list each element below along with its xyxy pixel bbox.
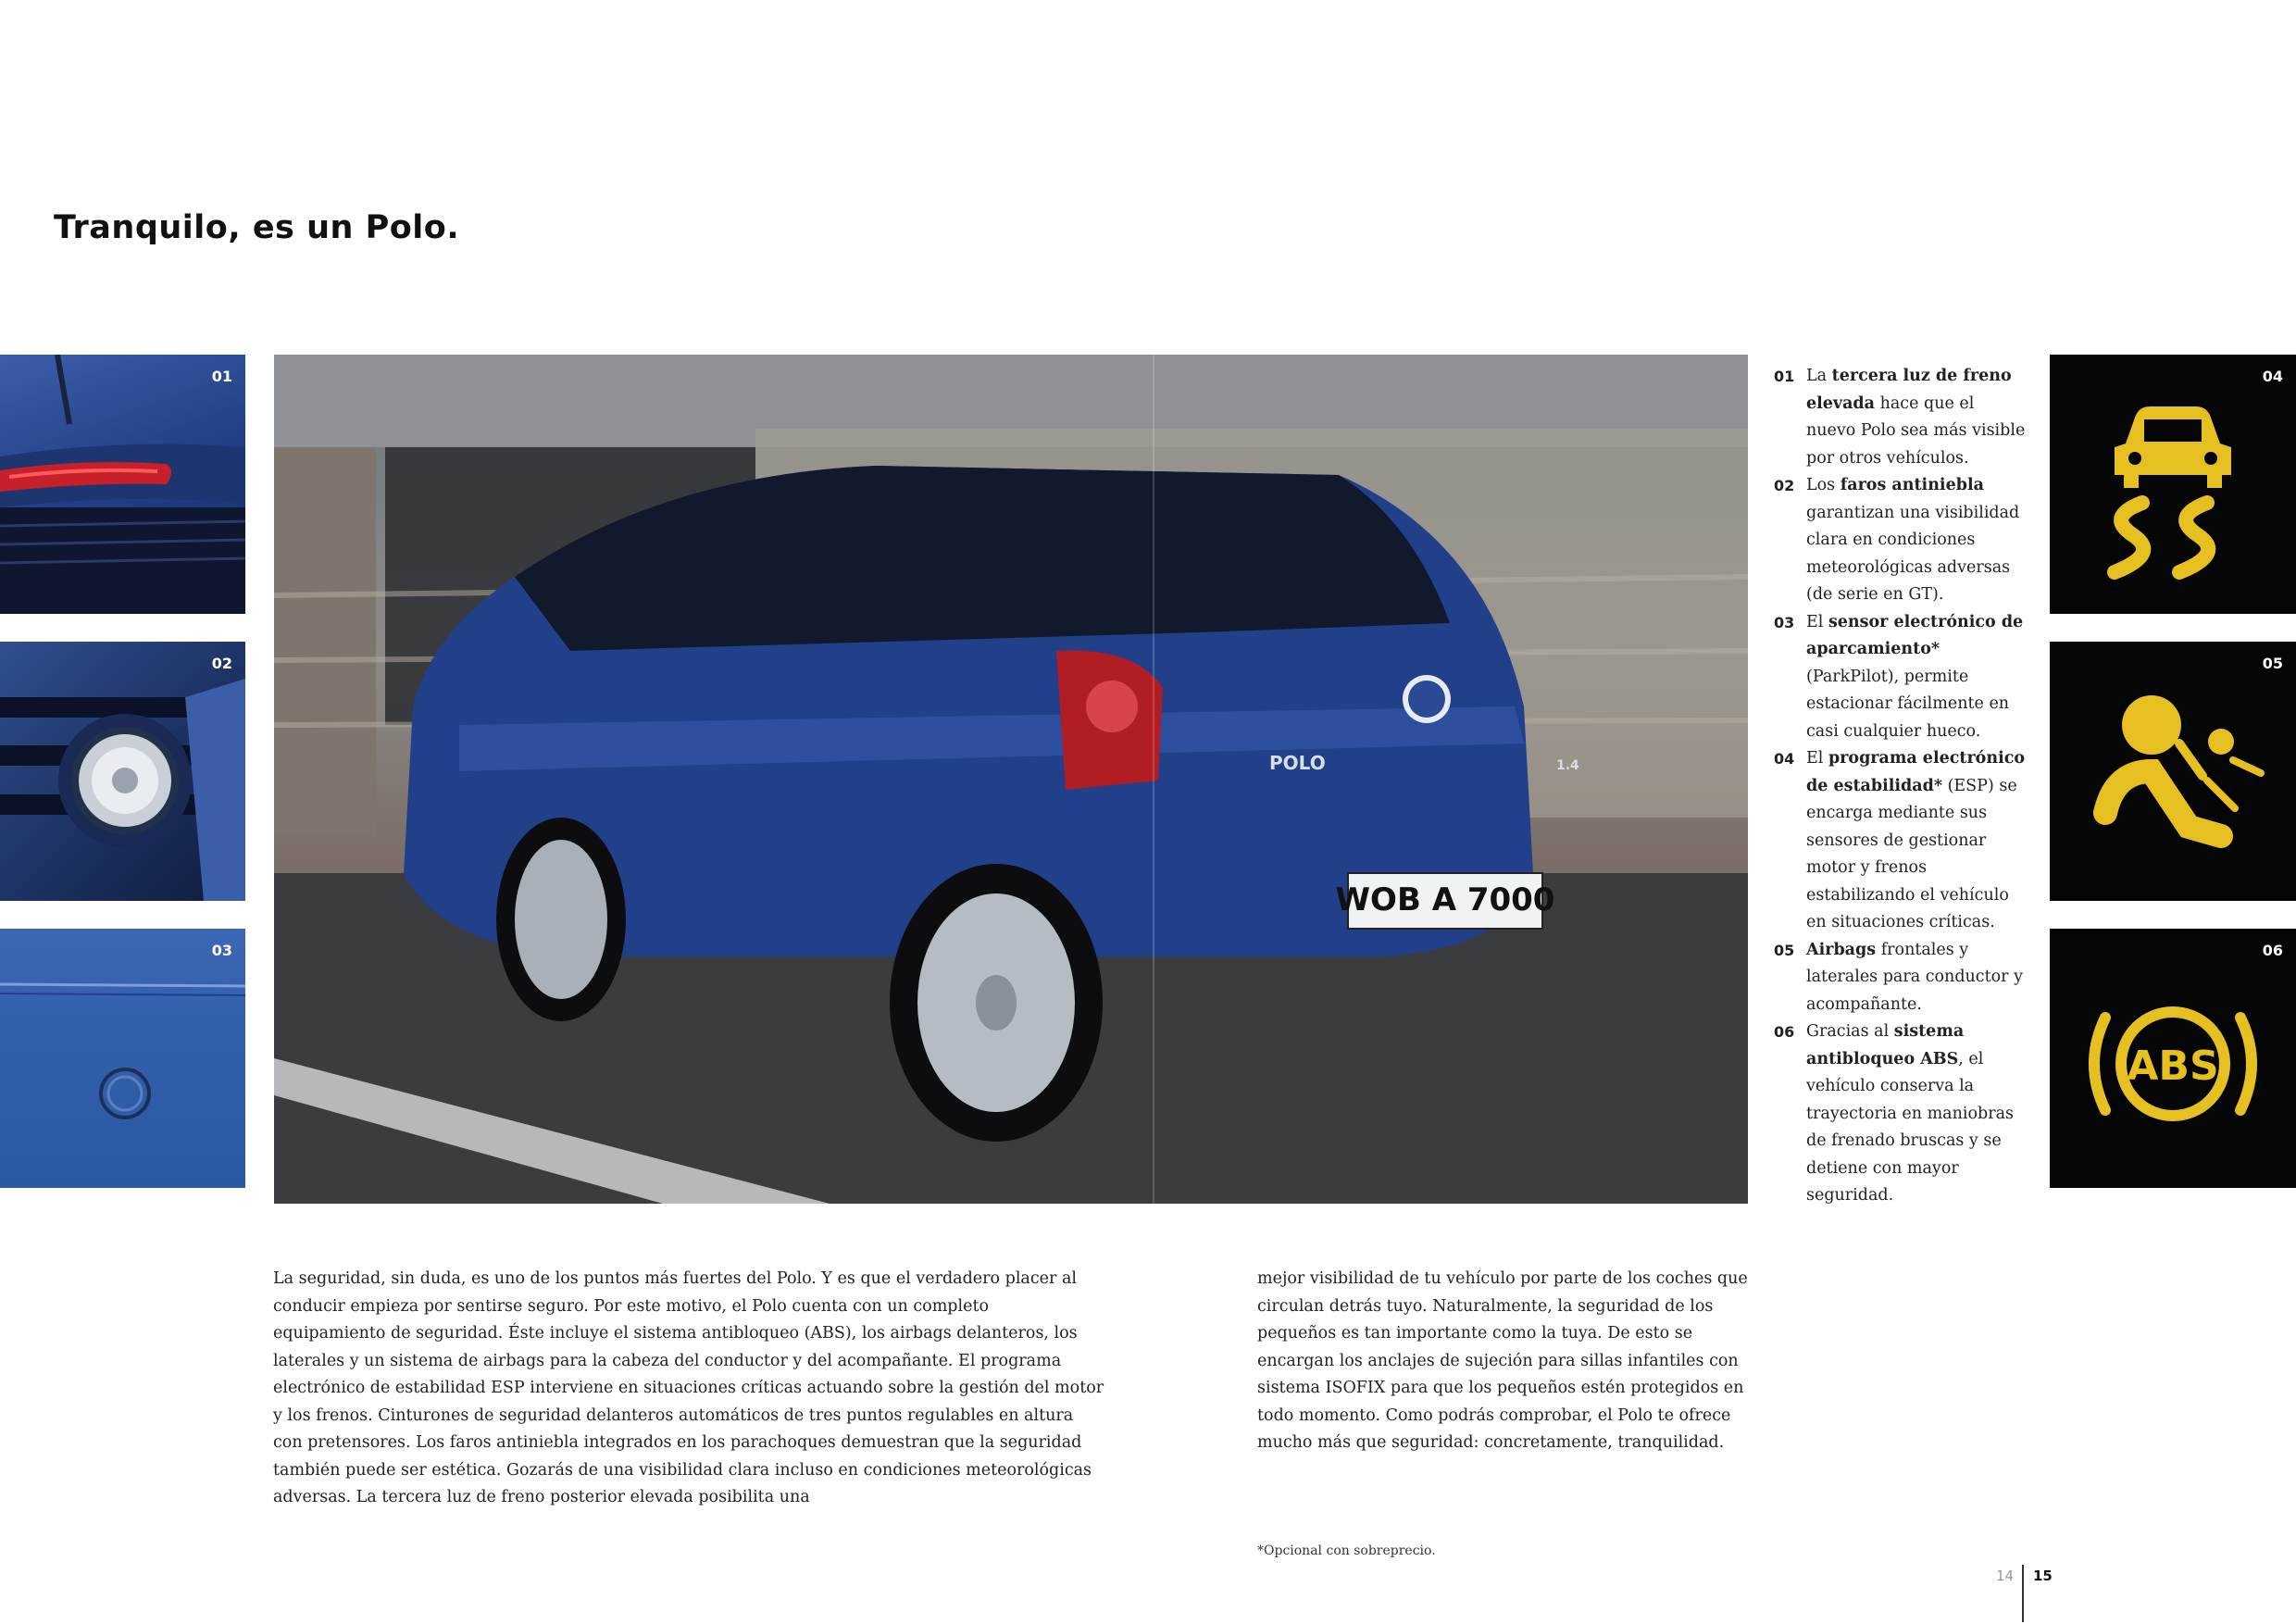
fog-light-photo <box>0 642 245 901</box>
feature-item <box>1774 363 2026 472</box>
thumbnail-number: 01 <box>211 368 232 385</box>
feature-list <box>1774 363 2026 1210</box>
feature-text: La tercera luz de freno elevada hace que el nuevo Polo sea más visible por otros vehículos. <box>1806 367 2026 468</box>
footnote: *Opcional con sobreprecio. <box>1257 1543 1436 1558</box>
thumbnail-brake-light <box>0 355 245 614</box>
body-text-column-1: La seguridad, sin duda, es uno de los puntos más fuertes del Polo. Y es que el verdadero placer al conducir empieza por sentirse seguro. Por este motivo, el Polo cuenta con un completo equipamiento de seguridad. Éste incluye el sistema antibloqueo (ABS), los airbags delanteros, los laterales y un sistema de airbags para la cabeza del conductor y del acompañante. El programa electrónico de estabilidad ESP interviene en situaciones críticas actuando sobre la gestión del motor y los frenos. Cinturones de seguridad delanteros automáticos de tres puntos regulables en altura con pretensores. Los faros antiniebla integrados en los parachoques demuestran que la seguridad también puede ser estética. Gozarás de una visibilidad clara incluso en condiciones meteorológicas adversas. La tercera luz de freno posterior elevada posibilita una <box>273 1269 1104 1506</box>
brake-light-photo <box>0 355 245 614</box>
feature-item <box>1774 1018 2026 1210</box>
abs-label: ABS <box>2127 1043 2219 1090</box>
feature-item <box>1774 609 2026 746</box>
icon-number: 04 <box>2262 368 2283 385</box>
feature-text: El programa electrónico de estabilidad* (ESP) se encarga mediante sus sensores de gestionar motor y frenos estabilizando el vehículo en situaciones críticas. <box>1806 749 2026 931</box>
license-plate: WOB A 7000 <box>1335 881 1555 918</box>
thumbnail-number: 03 <box>211 942 232 959</box>
page-number-right: 15 <box>2033 1568 2053 1584</box>
main-car-photo <box>274 355 1748 1204</box>
feature-text: Gracias al sistema antibloqueo ABS, el vehículo conserva la trayectoria en maniobras de frenado bruscas y se detiene con mayor seguridad. <box>1806 1022 2015 1205</box>
thumbnail-park-sensor <box>0 929 245 1188</box>
polo-badge: POLO <box>1269 752 1326 774</box>
esp-skid-icon <box>2050 355 2296 614</box>
feature-number: 02 <box>1774 477 1795 494</box>
airbag-icon-panel <box>2050 642 2296 901</box>
feature-number: 04 <box>1774 750 1795 768</box>
feature-text: El sensor electrónico de aparcamiento* (ParkPilot), permite estacionar fácilmente en casi cualquier hueco. <box>1806 612 2024 741</box>
abs-icon-panel <box>2050 929 2296 1188</box>
abs-icon <box>2050 929 2296 1188</box>
model-badge: 1.4 <box>1556 758 1579 773</box>
feature-item <box>1774 745 2026 937</box>
feature-number: 05 <box>1774 941 1795 959</box>
icon-number: 05 <box>2262 655 2283 672</box>
park-sensor-photo <box>0 929 245 1188</box>
page-number-left: 14 <box>1996 1568 2015 1584</box>
feature-text: Airbags frontales y laterales para conductor y acompañante. <box>1806 940 2023 1014</box>
body-text-column-2: mejor visibilidad de tu vehículo por parte de los coches que circulan detrás tuyo. Naturalmente, la seguridad de los pequeños es tan importante como la tuya. De esto se encargan los anclajes de sujeción para sillas infantiles con sistema ISOFIX para que los pequeños estén protegidos en todo momento. Como podrás comprobar, el Polo te ofrece mucho más que seguridad: concretamente, tranquilidad. <box>1257 1269 1748 1452</box>
esp-icon-panel <box>2050 355 2296 614</box>
airbag-icon <box>2050 642 2296 901</box>
feature-number: 03 <box>1774 613 1795 631</box>
thumbnail-fog-light <box>0 642 245 901</box>
page-title: Tranquilo, es un Polo. <box>54 209 460 246</box>
icon-number: 06 <box>2262 942 2283 959</box>
feature-text: Los faros antiniebla garantizan una visibilidad clara en condiciones meteorológicas adversas (de serie en GT). <box>1806 476 2020 604</box>
feature-item <box>1774 937 2026 1019</box>
car-illustration <box>274 355 1748 1204</box>
feature-number: 01 <box>1774 368 1795 385</box>
feature-number: 06 <box>1774 1023 1795 1041</box>
feature-item <box>1774 472 2026 609</box>
thumbnail-number: 02 <box>211 655 232 672</box>
page-number-divider <box>2022 1565 2024 1622</box>
